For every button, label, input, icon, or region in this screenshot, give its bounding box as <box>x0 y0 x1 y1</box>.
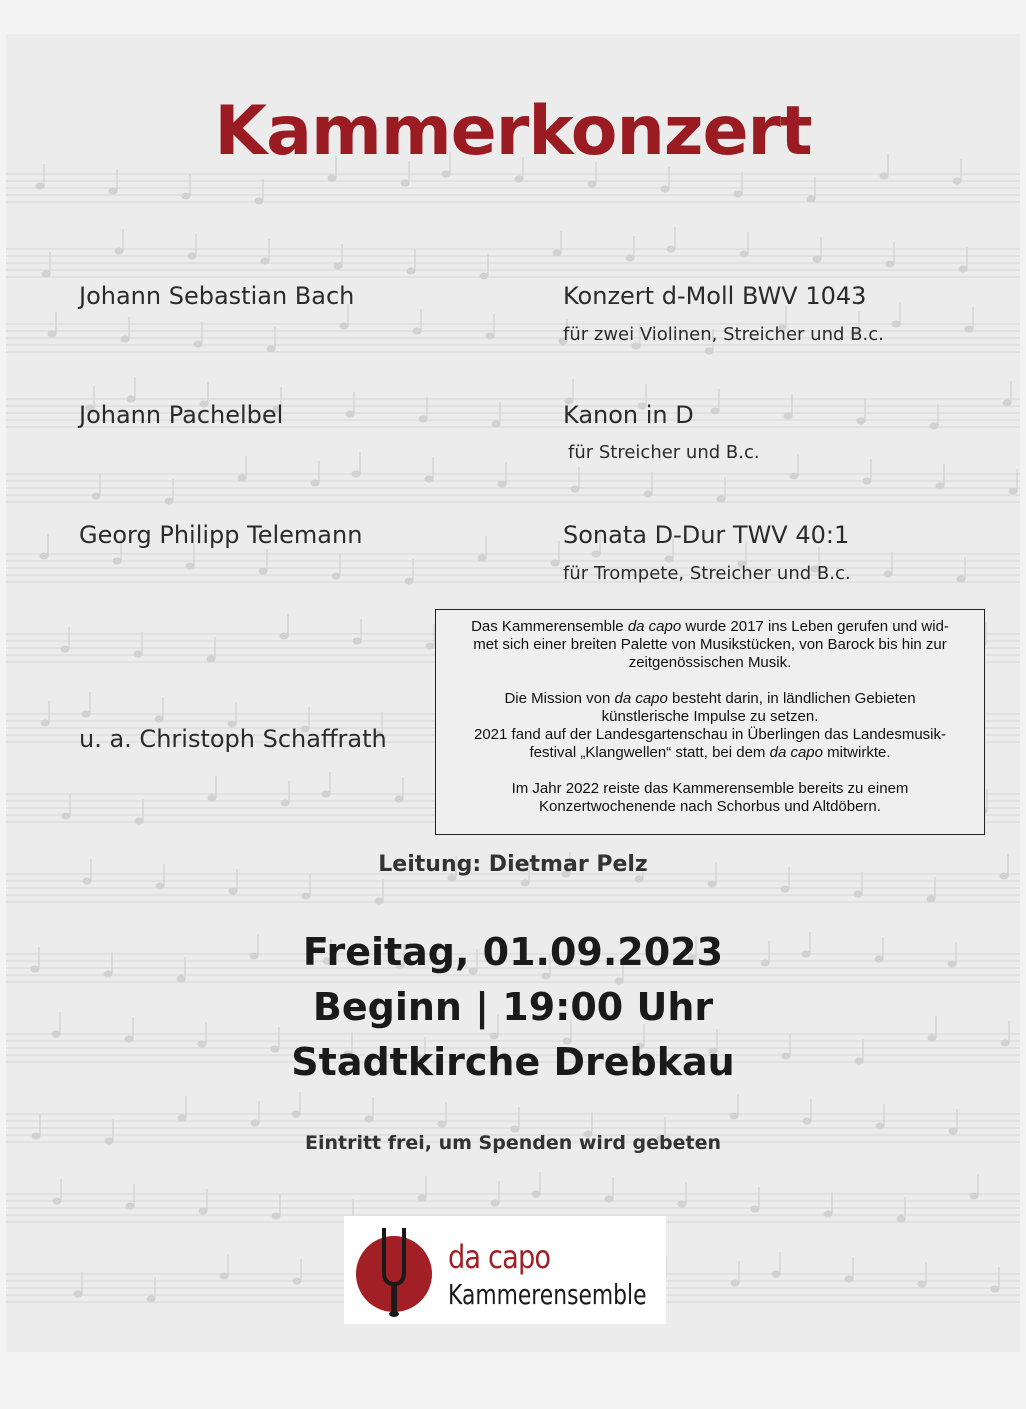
work-telemann: Sonata D-Dur TWV 40:1 <box>563 521 850 549</box>
info-paragraph-1: Das Kammerensemble da capo wurde 2017 ins Leben gerufen und wid- met sich einer breiten Palette von Musikstücken, von Barock bis hin zur zeitgenössischen Musik. <box>471 618 949 671</box>
admission-note: Eintritt frei, um Spenden wird gebeten <box>304 1132 721 1154</box>
composer-pachelbel: Johann Pachelbel <box>79 401 284 429</box>
composer-bach: Johann Sebastian Bach <box>79 282 355 310</box>
poster-title: Kammerkonzert <box>214 92 812 171</box>
logo-name: da capo <box>448 1238 551 1276</box>
work-bach: Konzert d-Moll BWV 1043 <box>563 282 867 310</box>
event-venue: Stadtkirche Drebkau <box>291 1040 735 1084</box>
event-date: Freitag, 01.09.2023 <box>302 930 724 974</box>
composer-schaffrath: u. a. Christoph Schaffrath <box>79 725 387 753</box>
info-paragraph-2: Die Mission von da capo besteht darin, in ländlichen Gebieten künstlerische Impulse zu setzen. 2021 fand auf der Landesgartenschau in Überlingen das Landesmusik- festival „Klangwellen“ statt, bei dem da capo mitwirkte. <box>474 690 946 761</box>
tuning-fork-icon <box>354 1224 438 1318</box>
concert-poster <box>6 34 1020 1352</box>
composer-telemann: Georg Philipp Telemann <box>79 521 363 549</box>
conductor-line: Leitung: Dietmar Pelz <box>378 852 648 877</box>
ensemble-info-box <box>435 609 985 835</box>
event-time: Beginn | 19:00 Uhr <box>312 985 714 1029</box>
ensemble-logo <box>344 1216 666 1324</box>
instrumentation-bach: für zwei Violinen, Streicher und B.c. <box>563 324 884 345</box>
info-paragraph-3: Im Jahr 2022 reiste das Kammerensemble bereits zu einem Konzertwochenende nach Schorbus und Altdöbern. <box>511 780 909 815</box>
logo-subtitle: Kammerensemble <box>448 1278 647 1311</box>
work-pachelbel: Kanon in D <box>563 401 694 429</box>
instrumentation-pachelbel: für Streicher und B.c. <box>568 442 760 463</box>
instrumentation-telemann: für Trompete, Streicher und B.c. <box>563 563 851 584</box>
